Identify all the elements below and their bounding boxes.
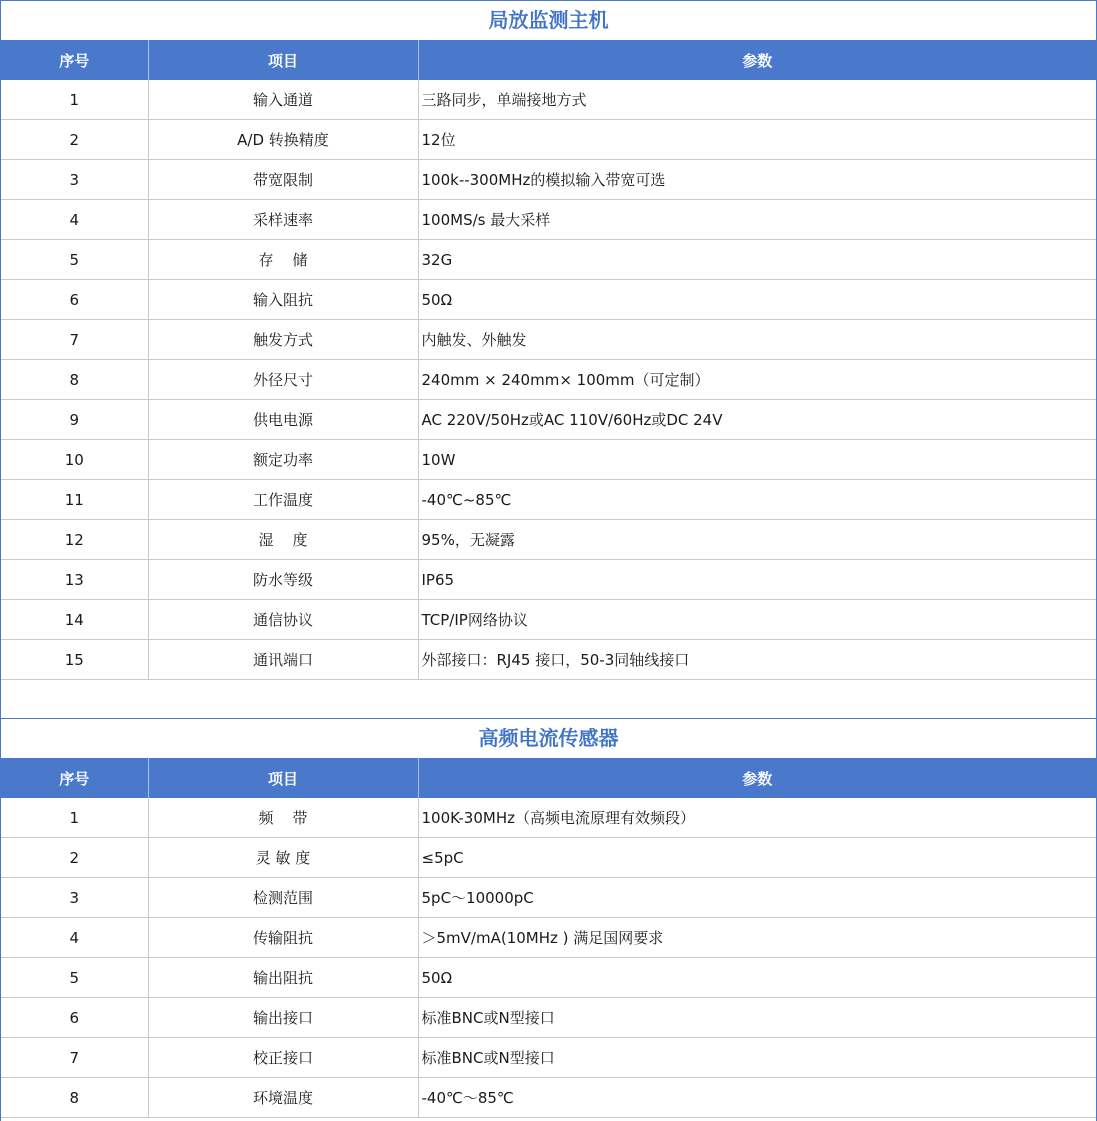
row-number: 1	[1, 798, 148, 838]
table-row	[1, 1038, 1096, 1078]
row-item: 外径尺寸	[148, 360, 418, 400]
row-item: 频 带	[148, 798, 418, 838]
row-value: 95%，无凝露	[418, 520, 1096, 560]
row-value: 240mm × 240mm× 100mm（可定制）	[418, 360, 1096, 400]
row-item: 触发方式	[148, 320, 418, 360]
row-item: 采样速率	[148, 200, 418, 240]
header-param: 参数	[418, 758, 1096, 798]
table-row	[1, 998, 1096, 1038]
row-number: 2	[1, 120, 148, 160]
row-number: 3	[1, 160, 148, 200]
row-value: 三路同步，单端接地方式	[418, 80, 1096, 120]
row-number: 5	[1, 958, 148, 998]
table-row	[1, 160, 1096, 200]
table-row	[1, 480, 1096, 520]
table-row	[1, 280, 1096, 320]
row-value: 10W	[418, 440, 1096, 480]
row-item: 输入阻抗	[148, 280, 418, 320]
row-item: 检测范围	[148, 878, 418, 918]
row-value: 标准BNC或N型接口	[418, 1038, 1096, 1078]
row-item: 输出阻抗	[148, 958, 418, 998]
table-row	[1, 240, 1096, 280]
row-item: 输出接口	[148, 998, 418, 1038]
row-item: 存 储	[148, 240, 418, 280]
table-row	[1, 958, 1096, 998]
table-row	[1, 600, 1096, 640]
row-number: 15	[1, 640, 148, 680]
row-value: 标准BNC或N型接口	[418, 998, 1096, 1038]
row-item: 灵 敏 度	[148, 838, 418, 878]
row-value: 100k--300MHz的模拟输入带宽可选	[418, 160, 1096, 200]
row-item: 输入通道	[148, 80, 418, 120]
row-item: 校正接口	[148, 1038, 418, 1078]
host-table-body	[1, 80, 1096, 680]
row-value: AC 220V/50Hz或AC 110V/60Hz或DC 24V	[418, 400, 1096, 440]
sensor-section	[0, 719, 1097, 1121]
row-value: 内触发、外触发	[418, 320, 1096, 360]
table-row	[1, 1078, 1096, 1118]
table-row	[1, 878, 1096, 918]
row-number: 5	[1, 240, 148, 280]
table-row	[1, 320, 1096, 360]
table-row	[1, 520, 1096, 560]
row-number: 10	[1, 440, 148, 480]
row-item: 通信协议	[148, 600, 418, 640]
row-value: 5pC～10000pC	[418, 878, 1096, 918]
row-value: IP65	[418, 560, 1096, 600]
row-item: 带宽限制	[148, 160, 418, 200]
table-row	[1, 360, 1096, 400]
sensor-spec-table	[1, 758, 1096, 1118]
row-number: 6	[1, 280, 148, 320]
row-number: 1	[1, 80, 148, 120]
host-spacer	[1, 680, 1096, 718]
row-number: 3	[1, 878, 148, 918]
row-item: 传输阻抗	[148, 918, 418, 958]
row-number: 9	[1, 400, 148, 440]
row-number: 4	[1, 200, 148, 240]
table-row	[1, 560, 1096, 600]
row-number: 7	[1, 320, 148, 360]
row-value: ≤5pC	[418, 838, 1096, 878]
row-number: 12	[1, 520, 148, 560]
row-value: ＞5mV/mA(10MHz ) 满足国网要求	[418, 918, 1096, 958]
row-number: 8	[1, 360, 148, 400]
row-item: 工作温度	[148, 480, 418, 520]
row-value: TCP/IP网络协议	[418, 600, 1096, 640]
row-value: -40℃～85℃	[418, 1078, 1096, 1118]
row-value: 50Ω	[418, 280, 1096, 320]
table-row	[1, 440, 1096, 480]
host-header-row	[1, 40, 1096, 80]
row-value: 100MS/s 最大采样	[418, 200, 1096, 240]
table-row	[1, 798, 1096, 838]
table-row	[1, 200, 1096, 240]
row-item: 防水等级	[148, 560, 418, 600]
row-value: 外部接口：RJ45 接口，50-3同轴线接口	[418, 640, 1096, 680]
header-no: 序号	[1, 758, 148, 798]
row-number: 8	[1, 1078, 148, 1118]
row-item: 通讯端口	[148, 640, 418, 680]
row-value: -40℃~85℃	[418, 480, 1096, 520]
header-no: 序号	[1, 40, 148, 80]
row-value: 32G	[418, 240, 1096, 280]
host-spec-table	[1, 40, 1096, 680]
row-number: 11	[1, 480, 148, 520]
table-row	[1, 640, 1096, 680]
host-title: 局放监测主机	[488, 8, 609, 32]
row-value: 12位	[418, 120, 1096, 160]
header-item: 项目	[148, 758, 418, 798]
sensor-title: 高频电流传感器	[478, 726, 619, 750]
sensor-table-body	[1, 798, 1096, 1118]
row-number: 13	[1, 560, 148, 600]
row-number: 14	[1, 600, 148, 640]
row-number: 4	[1, 918, 148, 958]
row-number: 2	[1, 838, 148, 878]
row-number: 7	[1, 1038, 148, 1078]
row-item: 环境温度	[148, 1078, 418, 1118]
header-param: 参数	[418, 40, 1096, 80]
table-row	[1, 400, 1096, 440]
row-value: 100K-30MHz（高频电流原理有效频段）	[418, 798, 1096, 838]
row-item: 额定功率	[148, 440, 418, 480]
sensor-header-row	[1, 758, 1096, 798]
row-value: 50Ω	[418, 958, 1096, 998]
row-item: 湿 度	[148, 520, 418, 560]
table-row	[1, 918, 1096, 958]
row-item: A/D 转换精度	[148, 120, 418, 160]
table-row	[1, 80, 1096, 120]
table-row	[1, 120, 1096, 160]
table-row	[1, 838, 1096, 878]
row-number: 6	[1, 998, 148, 1038]
header-item: 项目	[148, 40, 418, 80]
row-item: 供电电源	[148, 400, 418, 440]
